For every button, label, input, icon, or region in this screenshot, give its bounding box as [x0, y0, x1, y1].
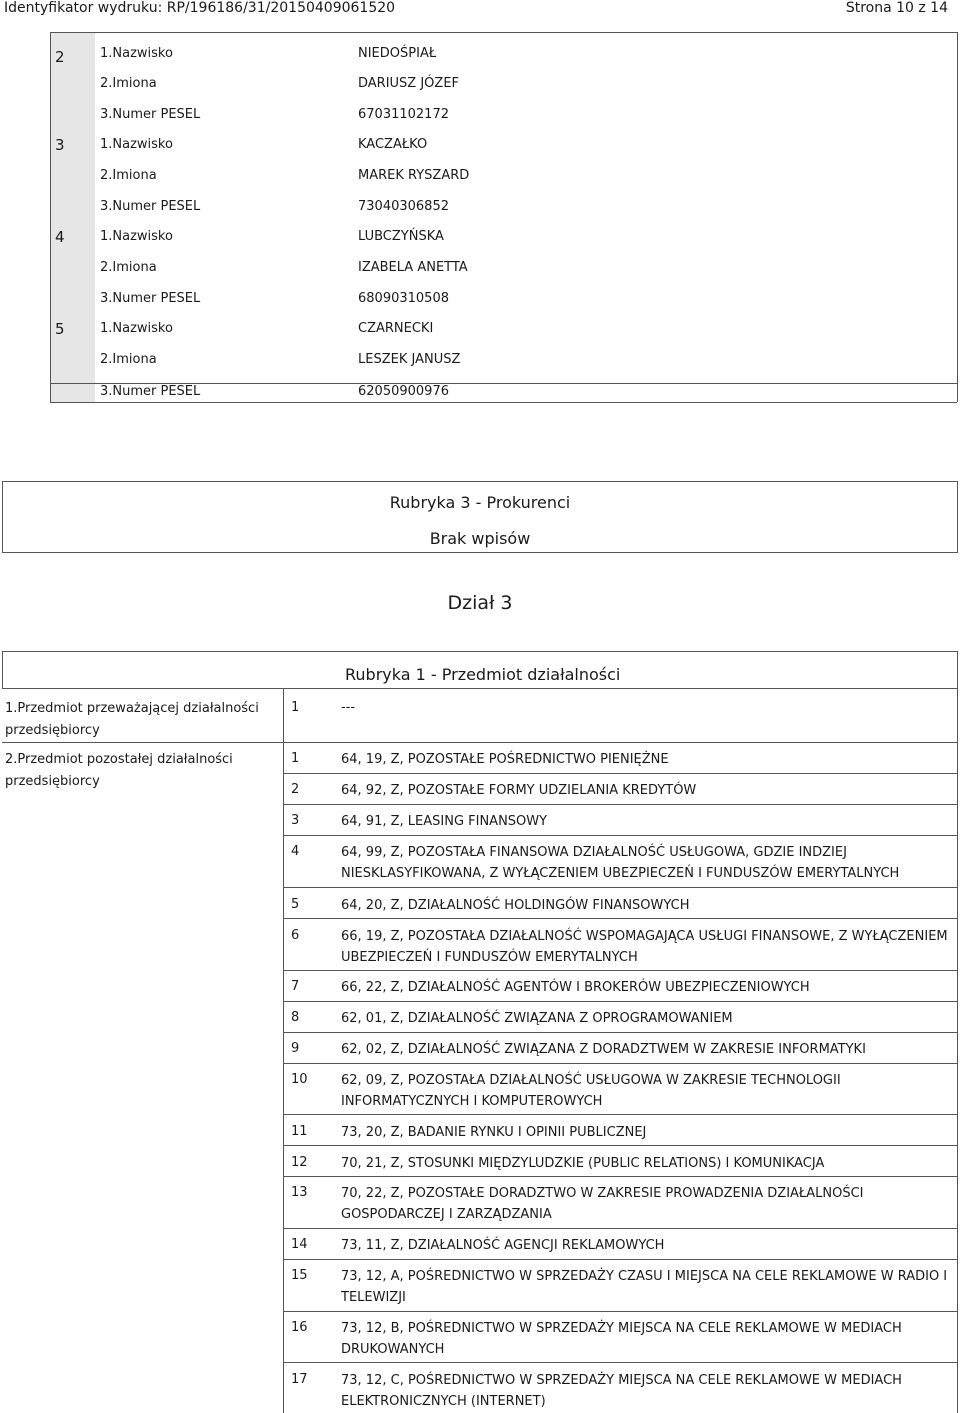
activity-row-separator	[284, 1228, 957, 1229]
main-activity-number: 1	[291, 700, 300, 715]
activity-divider	[2, 742, 957, 743]
activity-row-separator	[284, 1176, 957, 1177]
activity-item-number: 4	[291, 844, 300, 859]
main-activity-value: ---	[341, 700, 356, 715]
person-number-cell	[50, 32, 95, 125]
activity-item-number: 14	[291, 1237, 308, 1252]
activity-item-text: 64, 91, Z, LEASING FINANSOWY	[341, 814, 548, 829]
person-field-label: 3.Numer PESEL	[100, 199, 201, 214]
print-identifier: Identyfikator wydruku: RP/196186/31/20150409061520	[4, 0, 396, 16]
person-field-label: 1.Nazwisko	[100, 46, 173, 61]
activity-item-text: 64, 20, Z, DZIAŁALNOŚĆ HOLDINGÓW FINANSOWYCH	[341, 898, 690, 913]
activity-item-text: 73, 20, Z, BADANIE RYNKU I OPINII PUBLICZNEJ	[341, 1125, 647, 1140]
prokurenci-title: Rubryka 3 - Prokurenci	[389, 493, 571, 512]
activity-row-separator	[284, 1259, 957, 1260]
person-field-label: 3.Numer PESEL	[100, 107, 201, 122]
activity-right-border	[957, 651, 958, 1413]
person-field-label: 2.Imiona	[100, 260, 157, 275]
activity-row-separator	[284, 1063, 957, 1064]
activity-column-divider	[283, 688, 284, 742]
person-number: 4	[55, 228, 65, 246]
activity-item-number: 11	[291, 1124, 308, 1139]
person-field-value: KACZAŁKO	[358, 137, 428, 152]
person-field-value: MAREK RYSZARD	[358, 168, 470, 183]
activity-item-number: 13	[291, 1185, 308, 1200]
person-number-cell	[50, 308, 95, 403]
activity-row-separator	[284, 773, 957, 774]
activity-left-border	[2, 651, 3, 688]
person-field-label: 3.Numer PESEL	[100, 291, 201, 306]
activity-item-text: 73, 12, B, POŚREDNICTWO W SPRZEDAŻY MIEJSCA NA CELE REKLAMOWE W MEDIACH DRUKOWANYCH	[341, 1321, 902, 1357]
activity-item-number: 12	[291, 1155, 308, 1170]
person-number-cell	[50, 124, 95, 217]
person-number-cell	[50, 216, 95, 309]
activity-item-text: 66, 22, Z, DZIAŁALNOŚĆ AGENTÓW I BROKERÓW UBEZPIECZENIOWYCH	[341, 980, 810, 995]
main-activity-label: 1.Przedmiot przeważającej działalności przedsiębiorcy	[5, 701, 259, 738]
activity-item-number: 17	[291, 1372, 308, 1387]
activity-divider	[2, 688, 957, 689]
activity-item-text: 73, 12, C, POŚREDNICTWO W SPRZEDAŻY MIEJSCA NA CELE REKLAMOWE W MEDIACH ELEKTRONICZNYCH (INTERNET)	[341, 1373, 902, 1409]
activity-item-number: 3	[291, 813, 300, 828]
person-field-value: 67031102172	[358, 107, 449, 122]
activity-row-separator	[284, 918, 957, 919]
activity-item-number: 15	[291, 1268, 308, 1283]
person-field-value: CZARNECKI	[358, 321, 434, 336]
activity-row-separator	[284, 835, 957, 836]
table-divider	[50, 383, 957, 384]
person-field-label: 2.Imiona	[100, 76, 157, 91]
prokurenci-empty: Brak wpisów	[429, 529, 531, 548]
activity-item-text: 64, 19, Z, POZOSTAŁE POŚREDNICTWO PIENIĘŻNE	[341, 752, 669, 767]
table-border	[50, 402, 957, 403]
activity-item-text: 62, 02, Z, DZIAŁALNOŚĆ ZWIĄZANA Z DORADZTWEM W ZAKRESIE INFORMATYKI	[341, 1042, 866, 1057]
activity-item-text: 62, 09, Z, POZOSTAŁA DZIAŁALNOŚĆ USŁUGOWA W ZAKRESIE TECHNOLOGII INFORMATYCZNYCH I KOMPUTEROWYCH	[341, 1073, 841, 1109]
other-activity-label: 2.Przedmiot pozostałej działalności przedsiębiorcy	[5, 752, 233, 789]
activity-item-number: 10	[291, 1072, 308, 1087]
table-border	[50, 32, 957, 33]
activity-top-border	[2, 651, 957, 652]
person-field-value: LUBCZYŃSKA	[358, 229, 444, 244]
person-field-label: 2.Imiona	[100, 352, 157, 367]
activity-item-number: 7	[291, 979, 300, 994]
person-field-label: 3.Numer PESEL	[100, 384, 201, 399]
person-number: 3	[55, 136, 65, 154]
person-field-value: NIEDOŚPIAŁ	[358, 46, 437, 61]
activity-title: Rubryka 1 - Przedmiot działalności	[345, 665, 621, 684]
activity-row-separator	[284, 1362, 957, 1363]
activity-item-text: 64, 99, Z, POZOSTAŁA FINANSOWA DZIAŁALNOŚĆ USŁUGOWA, GDZIE INDZIEJ NIESKLASYFIKOWANA, Z WYŁĄCZENIEM UBEZPIECZEŃ I FUNDUSZÓW EMERYTALNYCH	[341, 845, 900, 881]
activity-row-separator	[284, 1032, 957, 1033]
activity-item-number: 6	[291, 928, 300, 943]
person-field-value: 68090310508	[358, 291, 449, 306]
person-number: 2	[55, 48, 65, 66]
activity-row-separator	[284, 887, 957, 888]
activity-item-number: 16	[291, 1320, 308, 1335]
activity-item-number: 1	[291, 751, 300, 766]
activity-item-number: 2	[291, 782, 300, 797]
person-field-label: 1.Nazwisko	[100, 137, 173, 152]
person-field-value: DARIUSZ JÓZEF	[358, 76, 460, 91]
activity-item-number: 8	[291, 1010, 300, 1025]
activity-row-separator	[284, 1311, 957, 1312]
page-number: Strona 10 z 14	[845, 0, 948, 16]
activity-item-text: 73, 12, A, POŚREDNICTWO W SPRZEDAŻY CZASU I MIEJSCA NA CELE REKLAMOWE W RADIO I TELEWIZJI	[341, 1269, 948, 1305]
person-field-value: 73040306852	[358, 199, 449, 214]
activity-item-text: 73, 11, Z, DZIAŁALNOŚĆ AGENCJI REKLAMOWYCH	[341, 1238, 665, 1253]
activity-item-text: 70, 22, Z, POZOSTAŁE DORADZTWO W ZAKRESIE PROWADZENIA DZIAŁALNOŚCI GOSPODARCZEJ I ZARZĄDZANIA	[341, 1186, 864, 1222]
table-border	[957, 32, 958, 402]
person-field-value: LESZEK JANUSZ	[358, 352, 461, 367]
activity-row-separator	[284, 804, 957, 805]
person-field-label: 1.Nazwisko	[100, 229, 173, 244]
activity-item-text: 62, 01, Z, DZIAŁALNOŚĆ ZWIĄZANA Z OPROGRAMOWANIEM	[341, 1011, 733, 1026]
person-field-value: 62050900976	[358, 384, 449, 399]
activity-item-text: 70, 21, Z, STOSUNKI MIĘDZYLUDZKIE (PUBLIC RELATIONS) I KOMUNIKACJA	[341, 1156, 825, 1171]
activity-column-divider	[283, 742, 284, 1413]
section-title: Dział 3	[447, 592, 513, 614]
person-field-label: 2.Imiona	[100, 168, 157, 183]
activity-item-number: 9	[291, 1041, 300, 1056]
person-number: 5	[55, 320, 65, 338]
activity-row-separator	[284, 1001, 957, 1002]
persons-table	[50, 32, 958, 402]
activity-item-text: 66, 19, Z, POZOSTAŁA DZIAŁALNOŚĆ WSPOMAGAJĄCA USŁUGI FINANSOWE, Z WYŁĄCZENIEM UBEZPIECZEŃ I FUNDUSZÓW EMERYTALNYCH	[341, 929, 948, 965]
person-field-label: 1.Nazwisko	[100, 321, 173, 336]
activity-item-text: 64, 92, Z, POZOSTAŁE FORMY UDZIELANIA KREDYTÓW	[341, 783, 697, 798]
activity-row-separator	[284, 1145, 957, 1146]
activity-row-separator	[284, 970, 957, 971]
activity-row-separator	[284, 1114, 957, 1115]
activity-item-number: 5	[291, 897, 300, 912]
person-field-value: IZABELA ANETTA	[358, 260, 468, 275]
